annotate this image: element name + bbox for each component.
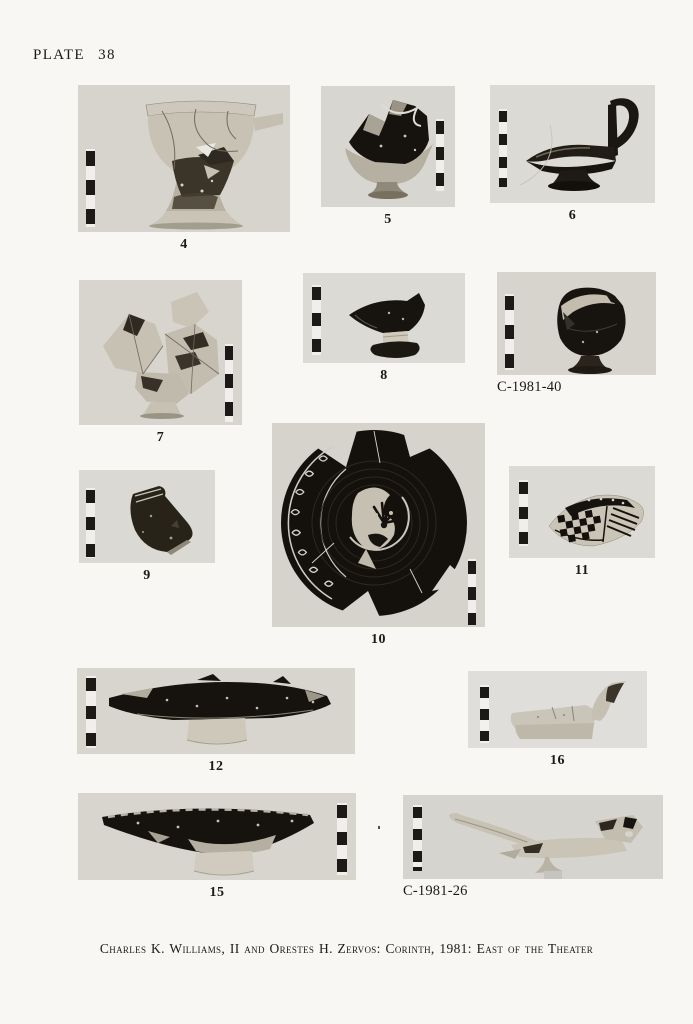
photo-figure-4 xyxy=(78,85,290,252)
figure-label-12: 12 xyxy=(208,759,224,774)
figure-label-5: 5 xyxy=(384,212,392,227)
photo-10-image xyxy=(272,423,485,627)
photo-c-1981-40-image xyxy=(497,272,656,375)
photo-figure-12 xyxy=(77,668,355,774)
vessel-16-photo xyxy=(468,671,647,748)
photo-12-image xyxy=(77,668,355,754)
article-caption: Charles K. Williams, II and Orestes H. Zervos: Corinth, 1981: East of the Theater xyxy=(99,941,594,956)
vessel-9-photo xyxy=(79,470,215,563)
photo-figure-10 xyxy=(272,423,485,647)
photo-figure-16 xyxy=(468,671,647,768)
photo-16-image xyxy=(468,671,647,748)
photo-c-1981-26-image xyxy=(403,795,663,879)
figure-label-8: 8 xyxy=(380,368,388,383)
vessel-15-photo xyxy=(78,793,356,880)
vessel-6-photo xyxy=(490,85,655,203)
photo-6-image xyxy=(490,85,655,203)
vessel-c-1981-26-photo xyxy=(403,795,663,879)
photo-figure-15 xyxy=(78,793,356,900)
figure-label-c-1981-26: C-1981-26 xyxy=(403,883,468,899)
vessel-8-photo xyxy=(303,273,465,363)
photo-11-image xyxy=(509,466,655,558)
scale-bar xyxy=(519,480,528,546)
scale-bar xyxy=(312,285,321,355)
vessel-12-photo xyxy=(77,668,355,754)
photo-figure-11 xyxy=(509,466,655,578)
photo-5-image xyxy=(321,86,455,207)
photo-7-image xyxy=(79,280,242,425)
figure-label-16: 16 xyxy=(550,753,565,768)
vessel-4-photo xyxy=(78,85,290,232)
vessel-10-photo xyxy=(272,423,485,627)
vessel-11-photo xyxy=(509,466,655,558)
scale-bar xyxy=(436,119,444,191)
photo-figure-c-1981-26 xyxy=(403,795,663,900)
figure-label-6: 6 xyxy=(568,208,577,223)
figure-label-15: 15 xyxy=(209,885,225,900)
stray-dot-mark xyxy=(378,826,380,829)
scale-bar xyxy=(499,109,507,187)
scale-bar xyxy=(413,805,422,871)
photo-figure-7 xyxy=(79,280,242,445)
scale-bar xyxy=(225,344,233,422)
scale-bar xyxy=(86,676,96,748)
vessel-c-1981-40-photo xyxy=(497,272,656,375)
vessel-5-photo xyxy=(321,86,455,207)
figure-label-4: 4 xyxy=(180,237,188,252)
scale-bar xyxy=(480,685,489,743)
photo-figure-c-1981-40 xyxy=(497,272,656,396)
photo-figure-6 xyxy=(490,85,655,223)
photo-8-image xyxy=(303,273,465,363)
scale-bar xyxy=(468,559,476,625)
photo-15-image xyxy=(78,793,356,880)
vessel-7-photo xyxy=(79,280,242,425)
photo-9-image xyxy=(79,470,215,563)
figure-label-10: 10 xyxy=(371,632,386,647)
photo-figure-9 xyxy=(79,470,215,583)
figure-label-11: 11 xyxy=(574,563,590,578)
scale-bar xyxy=(337,803,347,875)
photo-figure-5 xyxy=(321,86,455,227)
figure-label-c-1981-40: C-1981-40 xyxy=(497,379,562,395)
scale-bar xyxy=(86,149,95,227)
figure-label-7: 7 xyxy=(156,430,165,445)
figure-label-9: 9 xyxy=(143,568,151,583)
plate-number-heading: PLATE 38 xyxy=(33,47,116,63)
photo-4-image xyxy=(78,85,290,232)
photo-figure-8 xyxy=(303,273,465,383)
scale-bar xyxy=(86,488,95,558)
scale-bar xyxy=(505,294,514,370)
